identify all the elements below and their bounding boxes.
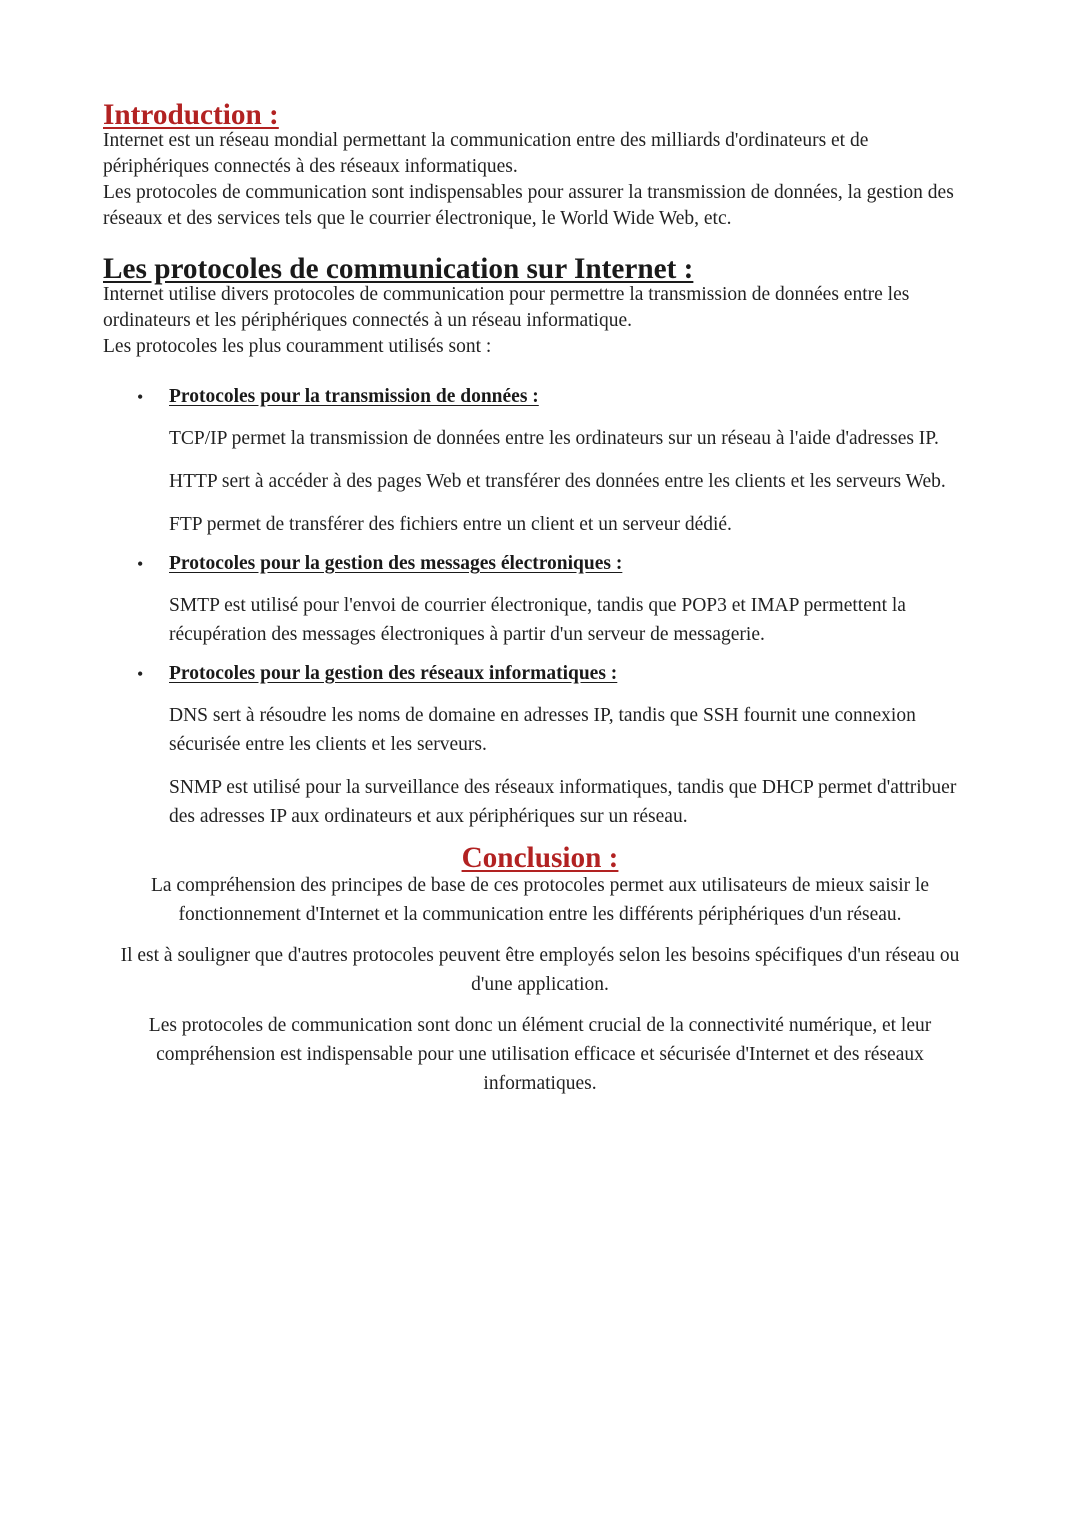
intro-paragraph-1: Internet est un réseau mondial permettant la communication entre des milliards d'ordinateurs et de périphériques connectés à des réseaux informatiques. — [103, 130, 869, 177]
http-paragraph: HTTP sert à accéder à des pages Web et transférer des données entre les clients et les serveurs Web. — [169, 471, 946, 492]
document-page — [103, 99, 977, 1098]
conclusion-heading: Conclusion : — [461, 842, 619, 874]
introduction-heading: Introduction : — [103, 99, 279, 131]
protocols-paragraph-2: Les protocoles les plus couramment utilisés sont : — [103, 336, 492, 357]
conclusion-paragraph-3: Les protocoles de communication sont donc un élément crucial de la connectivité numérique, et leur compréhension est indispensable pour une utilisation efficace et sécurisée d'Internet et des réseaux informatiques. — [148, 1015, 932, 1094]
list-item-networks — [103, 661, 977, 831]
conclusion-paragraph-1: La compréhension des principes de base de ces protocoles permet aux utilisateurs de mieux saisir le fonctionnement d'Internet et la communication entre les différents périphériques d'un réseau. — [150, 875, 930, 925]
ftp-paragraph: FTP permet de transférer des fichiers entre un client et un serveur dédié. — [169, 514, 732, 535]
protocol-list — [103, 384, 977, 831]
tcpip-paragraph: TCP/IP permet la transmission de données entre les ordinateurs sur un réseau à l'aide d'adresses IP. — [169, 428, 939, 449]
bullet-title-transmission: Protocoles pour la transmission de données : — [169, 386, 539, 407]
snmp-paragraph: SNMP est utilisé pour la surveillance des réseaux informatiques, tandis que DHCP permet d'attribuer des adresses IP aux ordinateurs et aux périphériques sur un réseau. — [169, 777, 957, 827]
dns-paragraph: DNS sert à résoudre les noms de domaine en adresses IP, tandis que SSH fournit une connexion sécurisée entre les clients et les serveurs. — [169, 705, 916, 755]
protocols-paragraph-1: Internet utilise divers protocoles de communication pour permettre la transmission de données entre les ordinateurs et les périphériques connectés à un réseau informatique. — [103, 284, 910, 331]
bullet-icon: • — [137, 664, 144, 684]
smtp-paragraph: SMTP est utilisé pour l'envoi de courrier électronique, tandis que POP3 et IMAP permettent la récupération des messages électroniques à partir d'un serveur de messagerie. — [169, 595, 906, 645]
protocols-heading: Les protocoles de communication sur Internet : — [103, 253, 694, 285]
bullet-title-messages: Protocoles pour la gestion des messages électroniques : — [169, 553, 623, 574]
conclusion-paragraph-2: Il est à souligner que d'autres protocoles peuvent être employés selon les besoins spécifiques d'un réseau ou d'une application. — [120, 945, 960, 995]
bullet-icon: • — [137, 387, 144, 407]
intro-paragraph-2: Les protocoles de communication sont indispensables pour assurer la transmission de données, la gestion des réseaux et des services tels que le courrier électronique, le World Wide Web, etc. — [103, 182, 954, 229]
list-item-transmission — [103, 384, 977, 539]
bullet-icon: • — [137, 554, 144, 574]
list-item-messages — [103, 551, 977, 649]
bullet-title-networks: Protocoles pour la gestion des réseaux informatiques : — [169, 663, 618, 684]
